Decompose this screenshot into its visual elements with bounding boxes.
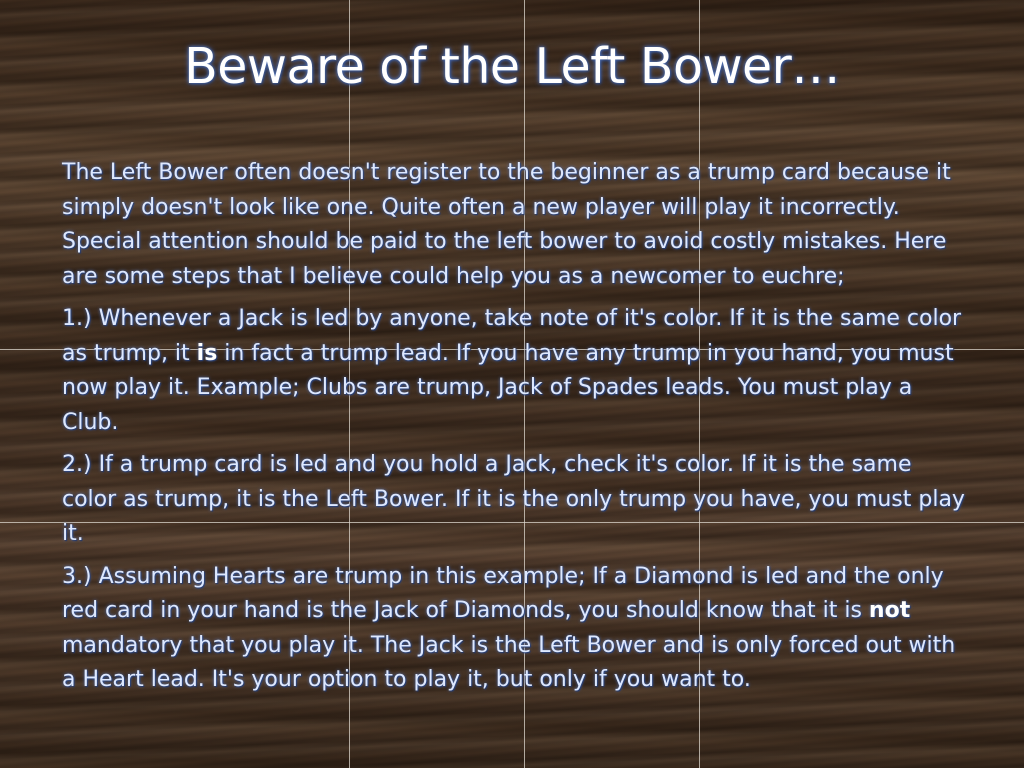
slide-body [62,156,972,706]
step-1-text-end: in fact a trump lead. If you have any trump in you hand, you must now play it. Example; Clubs are trump, Jack of Spades leads. You must play a Club. [62,340,954,435]
step-3-text-start: 3.) Assuming Hearts are trump in this example; If a Diamond is led and the only red card in your hand is the Jack of Diamonds, you should know that it is [62,563,944,623]
step-3-emphasis: not [868,598,911,623]
step-2-paragraph: 2.) If a trump card is led and you hold a Jack, check it's color. If it is the same color as trump, it is the Left Bower. If it is the only trump you have, you must play it. [62,452,965,546]
intro-paragraph: The Left Bower often doesn't register to the beginner as a trump card because it simply doesn't look like one. Quite often a new player will play it incorrectly. Special attention should be paid to the left bower to avoid costly mistakes. Here are some steps that I believe could help you as a newcomer to euchre; [62,160,951,289]
step-1-text-start: 1.) Whenever a Jack is led by anyone, take note of it's color. If it is the same color as trump, it [62,306,962,366]
slide-title: Beware of the Left Bower… [184,38,840,95]
step-1-paragraph [62,302,972,440]
step-3-paragraph [62,560,972,698]
step-1-emphasis: is [196,340,218,366]
step-3-text-end: mandatory that you play it. The Jack is the Left Bower and is only forced out with a Heart lead. It's your option to play it, but only if you want to. [62,632,956,692]
